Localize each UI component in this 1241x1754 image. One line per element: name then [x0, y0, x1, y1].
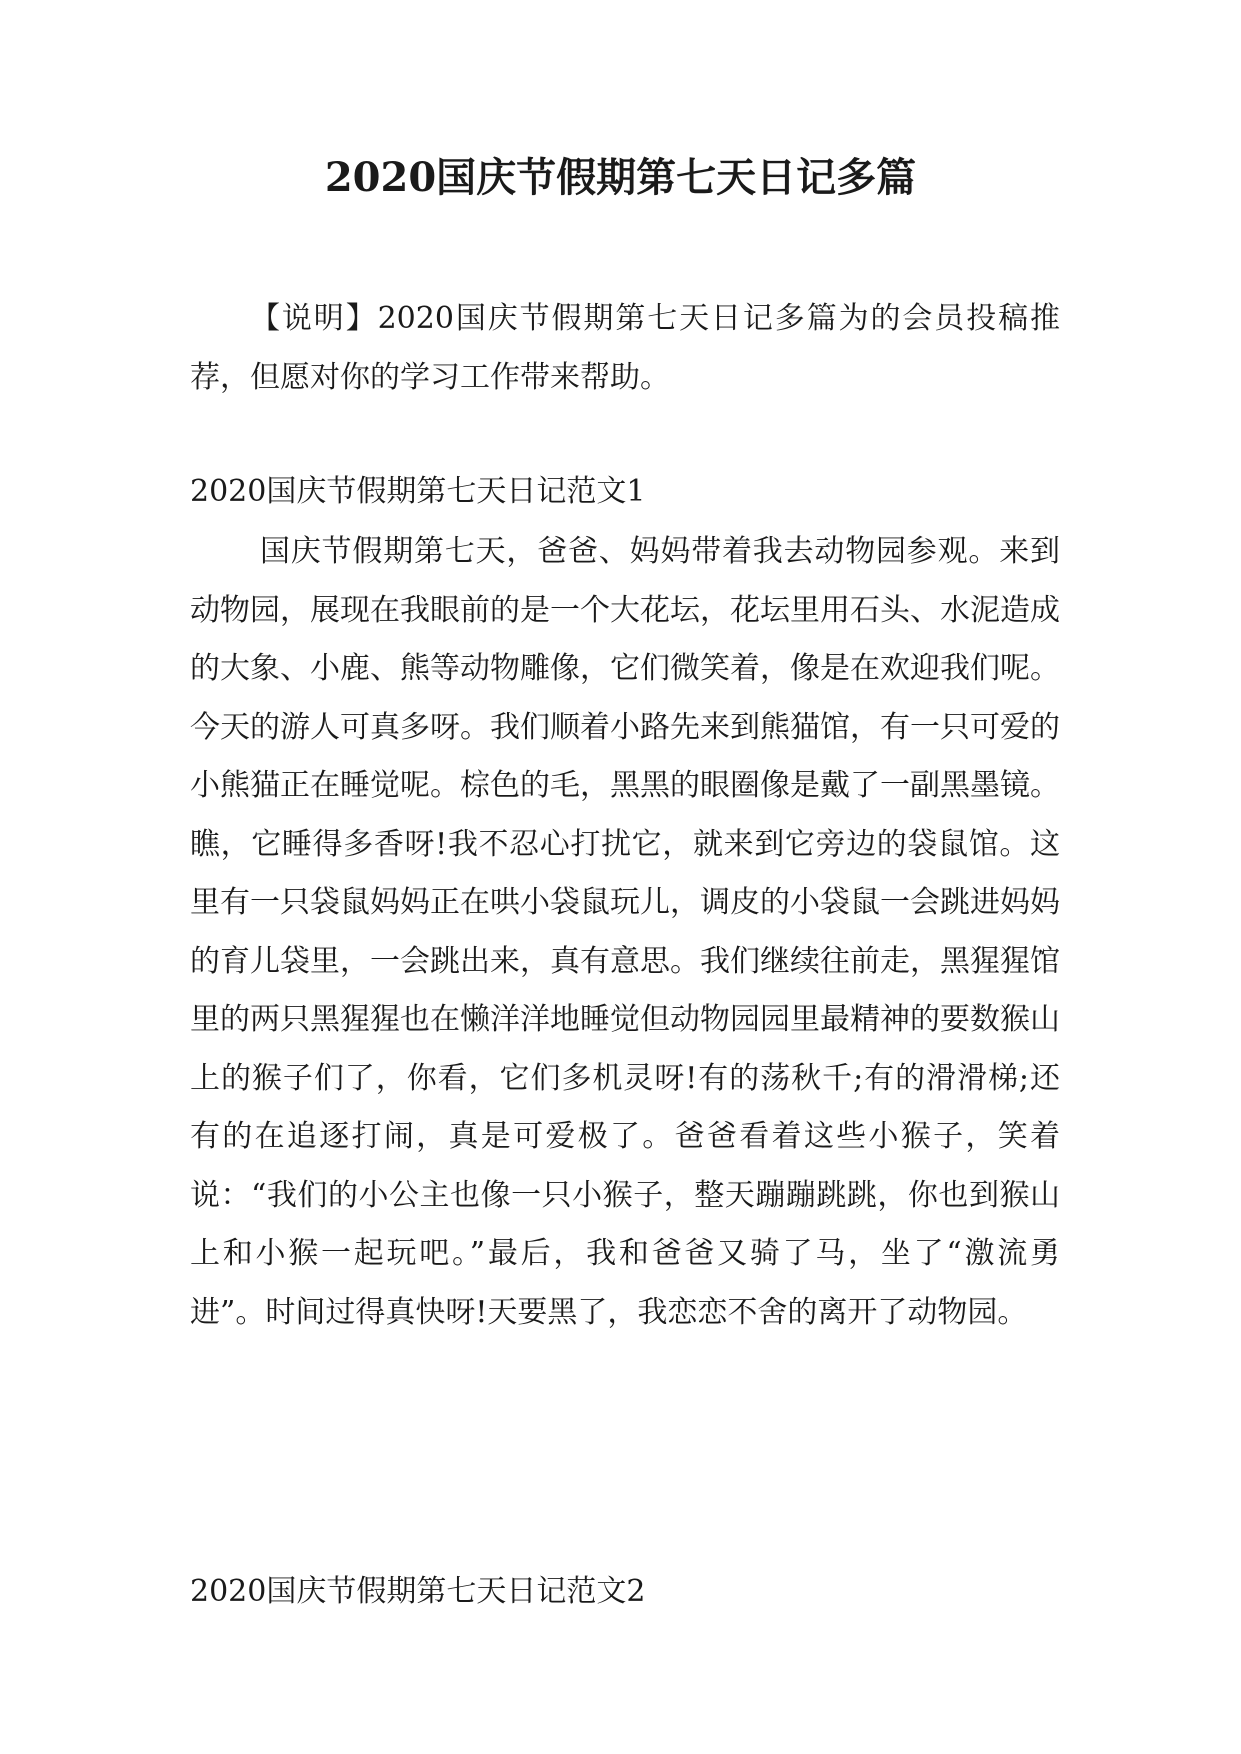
section-body-1: 国庆节假期第七天，爸爸、妈妈带着我去动物园参观。来到动物园，展现在我眼前的是一个大花坛，花坛里用石头、水泥造成的大象、小鹿、熊等动物雕像，它们微笑着，像是在欢迎我们呢。今天的游人可真多呀。我们顺着小路先来到熊猫馆，有一只可爱的小熊猫正在睡觉呢。棕色的毛，黑黑的眼圈像是戴了一副黑墨镜。瞧，它睡得多香呀!我不忍心打扰它，就来到它旁边的袋鼠馆。这里有一只袋鼠妈妈正在哄小袋鼠玩儿，调皮的小袋鼠一会跳进妈妈的育儿袋里，一会跳出来，真有意思。我们继续往前走，黑猩猩馆里的两只黑猩猩也在懒洋洋地睡觉但动物园园里最精神的要数猴山上的猴子们了，你看，它们多机灵呀!有的荡秋千;有的滑滑梯;还有的在追逐打闹，真是可爱极了。爸爸看着这些小猴子，笑着说：“我们的小公主也像一只小猴子，整天蹦蹦跳跳，你也到猴山上和小猴一起玩吧。”最后，我和爸爸又骑了马，坐了“激流勇进”。时间过得真快呀!天要黑了，我恋恋不舍的离开了动物园。	[190, 534, 1060, 1330]
document-title: 2020国庆节假期第七天日记多篇	[324, 154, 917, 201]
section-heading-2: 2020国庆节假期第七天日记范文2	[190, 1574, 646, 1609]
intro-paragraph: 【说明】2020国庆节假期第七天日记多篇为的会员投稿推荐，但愿对你的学习工作带来帮助。	[190, 301, 1060, 395]
section-heading-1: 2020国庆节假期第七天日记范文1	[190, 474, 646, 509]
